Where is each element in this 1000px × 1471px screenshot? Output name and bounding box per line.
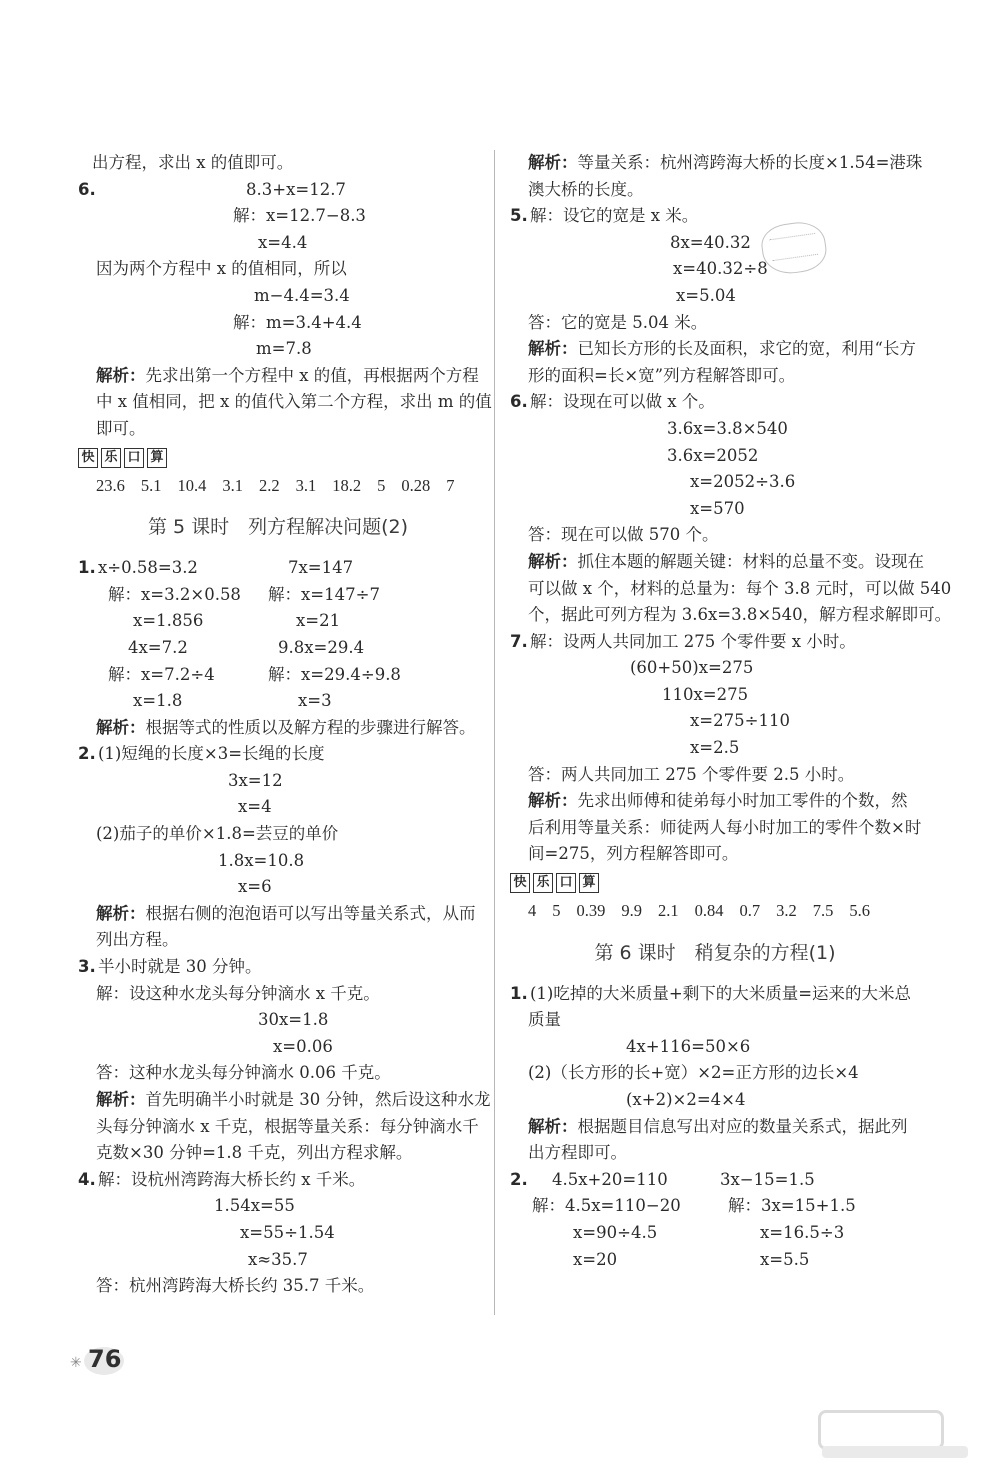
text-line: [78, 981, 478, 1008]
line-text: x=40.32÷8: [673, 259, 768, 279]
text-line: [78, 389, 492, 416]
line-text: x=4.4: [258, 232, 308, 252]
text-line: [78, 662, 478, 689]
text-line: [510, 230, 920, 257]
analysis-text: 解析：先求出第一个方程中 x 的值，再根据两个方程: [96, 365, 479, 385]
line-text: x=55÷1.54: [240, 1222, 335, 1242]
analysis-text: 解析：先求出师傅和徒弟每小时加工零件的个数，然: [528, 791, 908, 811]
line-text: 4x=7.2: [128, 637, 188, 657]
text-line: [78, 310, 478, 337]
text-line: [78, 416, 478, 443]
analysis-text: 解析：根据等式的性质以及解方程的步骤进行解答。: [96, 717, 476, 737]
line-text: 答：两人共同加工 275 个零件要 2.5 小时。: [528, 764, 855, 784]
text-line: [78, 150, 478, 177]
line-text: 间=275，列方程解答即可。: [528, 844, 739, 864]
answer-value: 9.9: [621, 901, 642, 921]
text-line: [78, 1167, 478, 1194]
text-line: [510, 283, 920, 310]
analysis-line: [78, 1087, 491, 1114]
text-line: [78, 768, 478, 795]
text-line: [510, 576, 952, 603]
line-text: 解：m=3.4+4.4: [233, 312, 362, 332]
text-line: [510, 1060, 920, 1087]
oral-calc-answers: [510, 898, 920, 925]
analysis-line: [510, 336, 920, 363]
text-line: [78, 848, 478, 875]
question-number: 6.: [510, 392, 528, 412]
line-text: 解：4.5x=110−20: [532, 1196, 681, 1216]
line-text: 半小时就是 30 分钟。: [98, 957, 262, 977]
question-number: 6.: [78, 179, 96, 199]
text-line: [510, 177, 920, 204]
text-line: [510, 310, 920, 337]
text-line: [510, 815, 920, 842]
line-text: x=0.06: [273, 1036, 333, 1056]
answer-value: 5: [552, 901, 561, 921]
text-line: [78, 1273, 478, 1300]
answer-value: 0.7: [739, 901, 761, 921]
answer-value: 3.1: [295, 475, 317, 495]
line-text: m=7.8: [256, 339, 312, 359]
line-text: 答：它的宽是 5.04 米。: [528, 312, 708, 332]
text-line: [78, 874, 478, 901]
oral-calc-answers: [78, 473, 478, 500]
line-text: 中 x 值相同，把 x 的值代入第二个方程，求出 m 的值: [96, 392, 492, 412]
text-line: [78, 256, 478, 283]
text-line: [78, 954, 478, 981]
analysis-text: 解析：首先明确半小时就是 30 分钟，然后设这种水龙: [96, 1090, 491, 1109]
answer-value: 10.4: [177, 475, 207, 495]
label-char: 口: [124, 448, 144, 468]
line-text: 解：3x=15+1.5: [728, 1196, 856, 1216]
text-line: [510, 1220, 920, 1247]
line-text: 解：设现在可以做 x 个。: [530, 392, 715, 412]
text-line: [78, 741, 478, 768]
analysis-line: [510, 788, 920, 815]
text-line: [510, 655, 920, 682]
question-number: 2.: [78, 744, 96, 764]
line-text: (2)茄子的单价×1.8=芸豆的单价: [96, 824, 339, 844]
line-text: 4.5x+20=110: [552, 1169, 668, 1189]
line-text: x=2.5: [690, 738, 740, 758]
line-text: 8x=40.32: [670, 232, 751, 252]
line-text: x=1.856: [133, 611, 204, 631]
right-column: [510, 150, 952, 1273]
analysis-text: 解析：根据题目信息写出对应的数量关系式，据此列: [528, 1116, 908, 1136]
analysis-text: 解析：根据右侧的泡泡语可以写出等量关系式，从而: [96, 903, 476, 923]
text-line: [78, 582, 478, 609]
question-number: 3.: [78, 957, 96, 977]
text-line: [510, 443, 920, 470]
text-line: [510, 735, 920, 762]
text-line: [510, 1007, 920, 1034]
line-text: x=4: [238, 797, 272, 817]
text-line: [510, 469, 920, 496]
left-column: [78, 150, 492, 1300]
line-text: x=2052÷3.6: [690, 472, 796, 492]
line-text: 头每分钟滴水 x 千克，根据等量关系：每分钟滴水千: [96, 1116, 479, 1136]
watermark-logo: [818, 1410, 968, 1460]
lesson-heading: 第 6 课时 稍复杂的方程(1): [594, 941, 836, 964]
line-text: 可以做 x 个，材料的总量为：每个 3.8 元时，可以做 540: [528, 578, 952, 598]
text-line: [510, 1087, 920, 1114]
line-text: 解：x=3.2×0.58: [108, 584, 241, 604]
question-number: 1.: [510, 983, 528, 1003]
analysis-line: [78, 901, 478, 928]
text-line: [510, 1193, 920, 1220]
answer-value: 3.2: [776, 901, 797, 921]
line-text: 出方程即可。: [528, 1143, 627, 1163]
answer-value: 2.2: [259, 475, 280, 495]
line-text: 答：现在可以做 570 个。: [528, 525, 719, 545]
text-line: [510, 708, 920, 735]
label-char: 乐: [101, 448, 121, 468]
text-line: [78, 794, 478, 821]
answer-value: 2.1: [658, 901, 679, 921]
label-char: 乐: [533, 873, 553, 893]
line-text: 解：设杭州湾跨海大桥长约 x 千米。: [98, 1169, 366, 1189]
text-line: [510, 203, 920, 230]
line-text: x÷0.58=3.2: [98, 558, 198, 578]
answer-value: 4: [528, 901, 537, 921]
line-text: m−4.4=3.4: [254, 285, 350, 305]
line-text: x=16.5÷3: [760, 1222, 845, 1242]
text-line: [78, 230, 478, 257]
answer-value: 5.1: [140, 475, 162, 495]
kuaile-kousuan-label: [78, 443, 478, 473]
text-line: [510, 1034, 920, 1061]
kuaile-kousuan-label: [510, 868, 920, 898]
text-line: [78, 1193, 478, 1220]
label-char: 快: [78, 448, 98, 468]
line-text: x=3: [298, 691, 332, 711]
text-line: [78, 688, 478, 715]
line-text: 答：这种水龙头每分钟滴水 0.06 千克。: [96, 1063, 391, 1083]
text-line: [78, 608, 478, 635]
line-text: 3x−15=1.5: [720, 1169, 815, 1189]
line-text: x=6: [238, 877, 272, 897]
answer-value: 0.28: [401, 475, 431, 495]
line-text: 列出方程。: [96, 930, 179, 950]
answer-value: 5.6: [849, 901, 870, 921]
text-line: [78, 635, 478, 662]
line-text: 解：x=147÷7: [268, 584, 380, 604]
line-text: 3.6x=2052: [667, 445, 759, 465]
question-number: 5.: [510, 206, 528, 226]
text-line: [78, 336, 478, 363]
line-text: x≈35.7: [248, 1249, 308, 1269]
text-line: [78, 1247, 478, 1274]
text-line: [78, 555, 478, 582]
line-text: 个，据此可列方程为 3.6x=3.8×540，解方程求解即可。: [528, 605, 952, 625]
text-line: [510, 1247, 920, 1274]
text-line: [78, 283, 478, 310]
line-text: 30x=1.8: [258, 1010, 329, 1030]
line-text: 解：设它的宽是 x 米。: [530, 206, 699, 226]
line-text: 7x=147: [288, 558, 354, 578]
text-line: [510, 762, 920, 789]
line-text: 110x=275: [662, 684, 749, 704]
line-text: 解：x=7.2÷4: [108, 664, 215, 684]
line-text: x=1.8: [133, 691, 183, 711]
label-char: 算: [579, 873, 599, 893]
line-text: (60+50)x=275: [630, 658, 754, 678]
text-line: [510, 522, 920, 549]
text-line: [78, 1060, 478, 1087]
answer-value: 23.6: [96, 475, 125, 495]
analysis-line: [510, 549, 924, 576]
text-line: [78, 1220, 478, 1247]
line-text: 9.8x=29.4: [278, 637, 365, 657]
line-text: 后利用等量关系：师徒两人每小时加工的零件个数×时: [528, 817, 922, 837]
text-line: [78, 821, 478, 848]
page-number: 76: [88, 1345, 122, 1373]
text-line: [78, 1007, 478, 1034]
text-line: [78, 1114, 478, 1141]
line-text: 因为两个方程中 x 的值相同，所以: [96, 259, 347, 279]
line-text: 3x=12: [228, 770, 283, 790]
text-line: [510, 496, 920, 523]
line-text: x=20: [573, 1249, 618, 1269]
text-line: [510, 416, 920, 443]
analysis-line: [510, 1114, 920, 1141]
answer-value: 7: [446, 475, 455, 495]
label-char: 算: [147, 448, 167, 468]
answer-value: 18.2: [332, 475, 362, 495]
star-icon: ✳: [70, 1355, 82, 1371]
line-text: 解：x=29.4÷9.8: [268, 664, 401, 684]
column-divider: [494, 150, 495, 1315]
text-line: [510, 602, 952, 629]
line-text: (1)吃掉的大米质量+剩下的大米质量=运来的大米总: [530, 983, 912, 1003]
text-line: [78, 203, 478, 230]
question-number: 1.: [78, 558, 96, 578]
text-line: [78, 1140, 478, 1167]
text-line: [78, 927, 478, 954]
line-text: 即可。: [96, 418, 146, 438]
text-line: [510, 256, 920, 283]
label-char: 快: [510, 873, 530, 893]
text-line: [510, 389, 920, 416]
text-line: [78, 177, 478, 204]
line-text: x=21: [296, 611, 341, 631]
text-line: [510, 363, 920, 390]
line-text: 克数×30 分钟=1.8 千克，列出方程求解。: [96, 1143, 413, 1163]
analysis-text: 解析：抓住本题的解题关键：材料的总量不变。设现在: [528, 551, 924, 571]
line-text: 8.3+x=12.7: [246, 179, 346, 199]
line-text: 3.6x=3.8×540: [667, 418, 788, 438]
question-number: 7.: [510, 631, 528, 651]
line-text: 答：杭州湾跨海大桥长约 35.7 千米。: [96, 1276, 375, 1296]
line-text: x=90÷4.5: [573, 1222, 658, 1242]
line-text: 解：设这种水龙头每分钟滴水 x 千克。: [96, 983, 380, 1003]
text-line: [510, 682, 920, 709]
analysis-text: 解析：等量关系：杭州湾跨海大桥的长度×1.54=港珠: [528, 153, 923, 172]
text-line: [78, 1034, 478, 1061]
answer-value: 0.84: [694, 901, 724, 921]
line-text: 澳大桥的长度。: [528, 179, 644, 199]
lesson-heading: 第 5 课时 列方程解决问题(2): [147, 516, 409, 539]
analysis-text: 解析：已知长方形的长及面积，求它的宽，利用“长方: [528, 339, 916, 359]
question-number: 4.: [78, 1169, 96, 1189]
answer-value: 5: [377, 475, 386, 495]
line-text: x=275÷110: [690, 711, 790, 731]
answer-value: 7.5: [812, 901, 834, 921]
analysis-line: [510, 150, 923, 177]
line-text: 解：x=12.7−8.3: [233, 206, 366, 226]
label-char: 口: [556, 873, 576, 893]
line-text: x=5.04: [676, 285, 736, 305]
text-line: [510, 981, 920, 1008]
text-line: [510, 841, 920, 868]
line-text: x=570: [690, 498, 745, 518]
line-text: (2)（长方形的长+宽）×2=正方形的边长×4: [528, 1063, 859, 1083]
line-text: (1)短绳的长度×3=长绳的长度: [98, 744, 325, 764]
text-line: [510, 629, 920, 656]
line-text: 4x+116=50×6: [626, 1036, 751, 1056]
answer-value: 3.1: [222, 475, 243, 495]
question-number: 2.: [510, 1169, 528, 1189]
line-text: 质量: [528, 1010, 561, 1030]
line-text: (x+2)×2=4×4: [626, 1090, 746, 1109]
line-text: 解：设两人共同加工 275 个零件要 x 小时。: [530, 631, 856, 651]
answer-value: 0.39: [576, 901, 606, 921]
line-text: x=5.5: [760, 1249, 810, 1269]
text-line: [510, 1140, 920, 1167]
analysis-line: [78, 363, 478, 390]
line-text: 形的面积=长×宽”列方程解答即可。: [528, 365, 796, 385]
text-line: [510, 1167, 920, 1194]
line-text: 1.8x=10.8: [218, 850, 305, 870]
line-text: 出方程，求出 x 的值即可。: [92, 153, 294, 172]
analysis-line: [78, 715, 478, 742]
line-text: 1.54x=55: [214, 1196, 295, 1216]
